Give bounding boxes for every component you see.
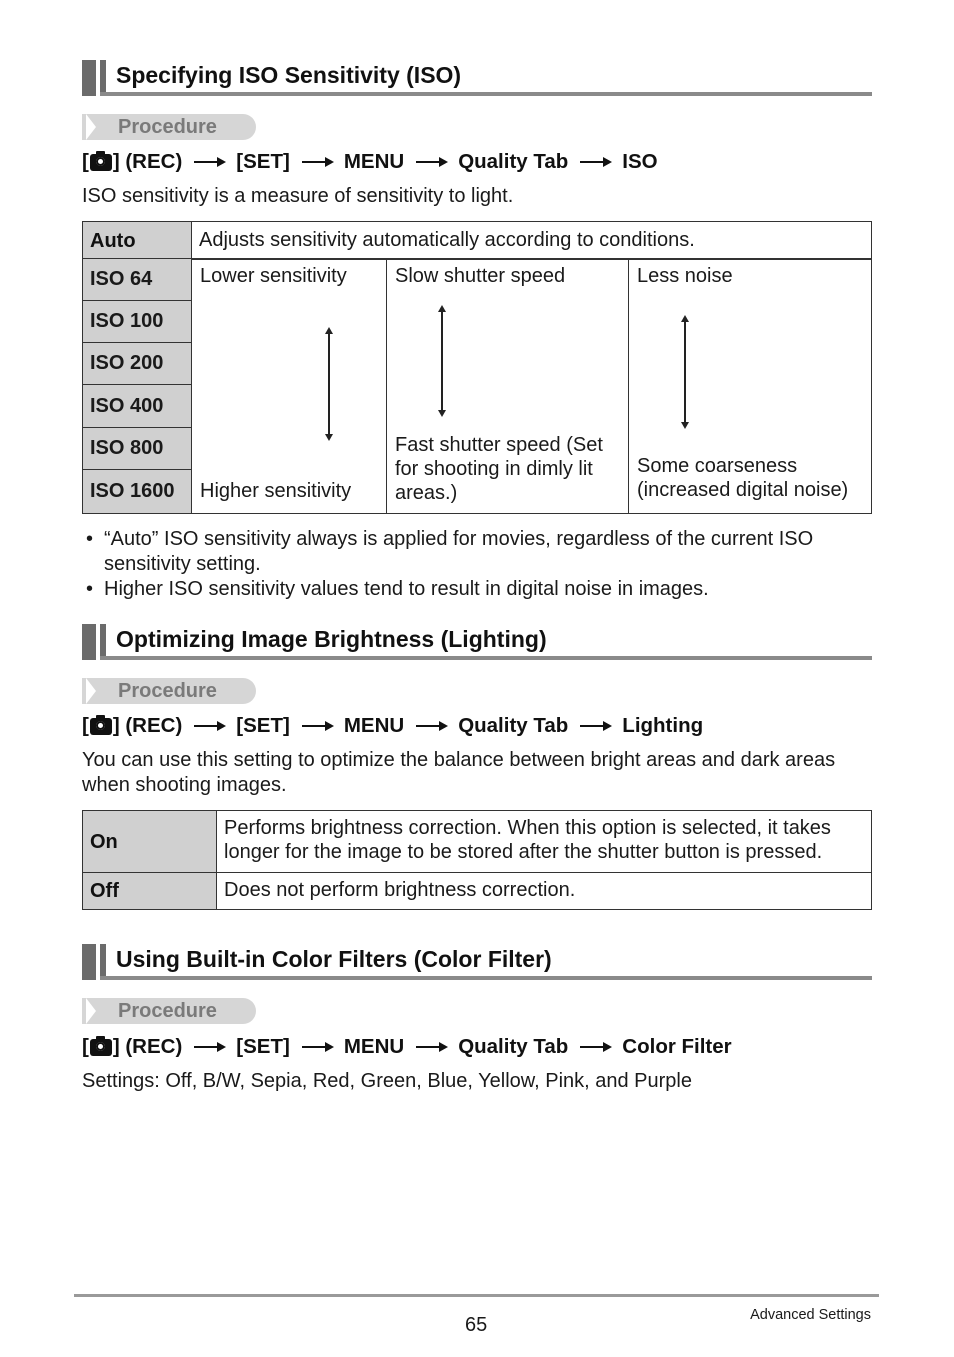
path-bracket-open: [ <box>82 150 89 173</box>
section-heading-color-filter <box>82 944 872 980</box>
right-arrow-icon <box>194 725 224 727</box>
procedure-label: Procedure <box>118 116 217 138</box>
section-title: Using Built-in Color Filters (Color Filter) <box>116 946 552 972</box>
path-bracket-open: [ <box>82 1035 89 1058</box>
section-description: Settings: Off, B/W, Sepia, Red, Green, Blue, Yellow, Pink, and Purple <box>82 1070 692 1092</box>
path-step: Lighting <box>622 714 704 737</box>
path-step: Quality Tab <box>458 714 569 737</box>
list-item: • Higher ISO sensitivity values tend to result in digital noise in images. <box>82 577 872 602</box>
camera-icon <box>90 718 112 735</box>
section-title: Optimizing Image Brightness (Lighting) <box>116 626 547 652</box>
camera-icon <box>90 1039 112 1056</box>
procedure-label: Procedure <box>118 680 217 702</box>
iso-label: ISO 64 <box>82 258 192 301</box>
path-bracket-open: [ <box>82 714 89 737</box>
procedure-badge <box>82 998 256 1024</box>
column-top-text: Less noise <box>637 265 733 287</box>
iso-label: ISO 200 <box>82 342 192 385</box>
iso-label: ISO 800 <box>82 427 192 470</box>
option-label: Off <box>83 873 217 910</box>
menu-path <box>82 1035 732 1059</box>
right-arrow-icon <box>580 725 610 727</box>
path-step: ISO <box>622 150 658 173</box>
right-arrow-icon <box>416 161 446 163</box>
column-bottom-text: Fast shutter speed (Set for shooting in dimly lit areas.) <box>395 434 603 504</box>
sensitivity-column <box>191 258 387 514</box>
path-step: [SET] <box>236 150 290 173</box>
option-description: Does not perform brightness correction. <box>217 873 872 910</box>
section-description: ISO sensitivity is a measure of sensitivity to light. <box>82 185 514 207</box>
footer-divider <box>74 1294 879 1297</box>
iso-options-grid <box>82 258 872 514</box>
path-step: Quality Tab <box>458 1035 569 1058</box>
option-description: Adjusts sensitivity automatically according to conditions. <box>192 222 872 260</box>
path-rec: ] (REC) <box>112 1035 183 1058</box>
iso-auto-table <box>82 221 872 260</box>
section-heading-iso <box>82 60 872 96</box>
path-step: MENU <box>343 714 405 737</box>
right-arrow-icon <box>194 1046 224 1048</box>
iso-label: ISO 1600 <box>82 469 192 514</box>
section-heading-lighting <box>82 624 872 660</box>
shutter-speed-column <box>386 258 629 514</box>
page-number: 65 <box>465 1314 488 1336</box>
lighting-table <box>82 810 872 910</box>
option-description: Performs brightness correction. When this option is selected, it takes longer for the image to be stored after the shutter button is pressed. <box>217 811 872 873</box>
column-bottom-text: Higher sensitivity <box>200 480 352 502</box>
right-arrow-icon <box>416 725 446 727</box>
vertical-double-arrow-icon <box>684 319 686 425</box>
procedure-badge <box>82 114 256 140</box>
table-row <box>83 873 872 910</box>
path-step: MENU <box>343 1035 405 1058</box>
right-arrow-icon <box>580 1046 610 1048</box>
path-step: MENU <box>343 150 405 173</box>
table-row <box>83 811 872 873</box>
option-label: Auto <box>83 222 192 260</box>
right-arrow-icon <box>302 725 332 727</box>
section-title: Specifying ISO Sensitivity (ISO) <box>116 62 462 88</box>
path-step: Quality Tab <box>458 150 569 173</box>
footer-section-name: Advanced Settings <box>750 1307 871 1323</box>
option-label: On <box>83 811 217 873</box>
path-rec: ] (REC) <box>112 150 183 173</box>
list-item: • “Auto” ISO sensitivity always is applied for movies, regardless of the current ISO sensitivity setting. <box>82 527 872 577</box>
right-arrow-icon <box>302 161 332 163</box>
iso-label: ISO 400 <box>82 384 192 428</box>
iso-label: ISO 100 <box>82 300 192 343</box>
notes-list <box>82 527 872 602</box>
procedure-badge <box>82 678 256 704</box>
section-description: You can use this setting to optimize the balance between bright areas and dark areas when shooting images. <box>82 749 836 796</box>
camera-icon <box>90 154 112 171</box>
right-arrow-icon <box>302 1046 332 1048</box>
right-arrow-icon <box>580 161 610 163</box>
path-rec: ] (REC) <box>112 714 183 737</box>
path-step: [SET] <box>236 714 290 737</box>
menu-path <box>82 714 703 738</box>
column-bottom-text: Some coarseness (increased digital noise) <box>637 455 849 501</box>
vertical-double-arrow-icon <box>441 309 443 413</box>
column-top-text: Slow shutter speed <box>395 265 566 287</box>
column-top-text: Lower sensitivity <box>200 265 347 287</box>
right-arrow-icon <box>194 161 224 163</box>
right-arrow-icon <box>416 1046 446 1048</box>
procedure-label: Procedure <box>118 1000 217 1022</box>
path-step: [SET] <box>236 1035 290 1058</box>
table-row <box>83 222 872 260</box>
vertical-double-arrow-icon <box>328 331 330 437</box>
menu-path <box>82 150 658 174</box>
path-step: Color Filter <box>622 1035 732 1058</box>
noise-column <box>628 258 872 514</box>
